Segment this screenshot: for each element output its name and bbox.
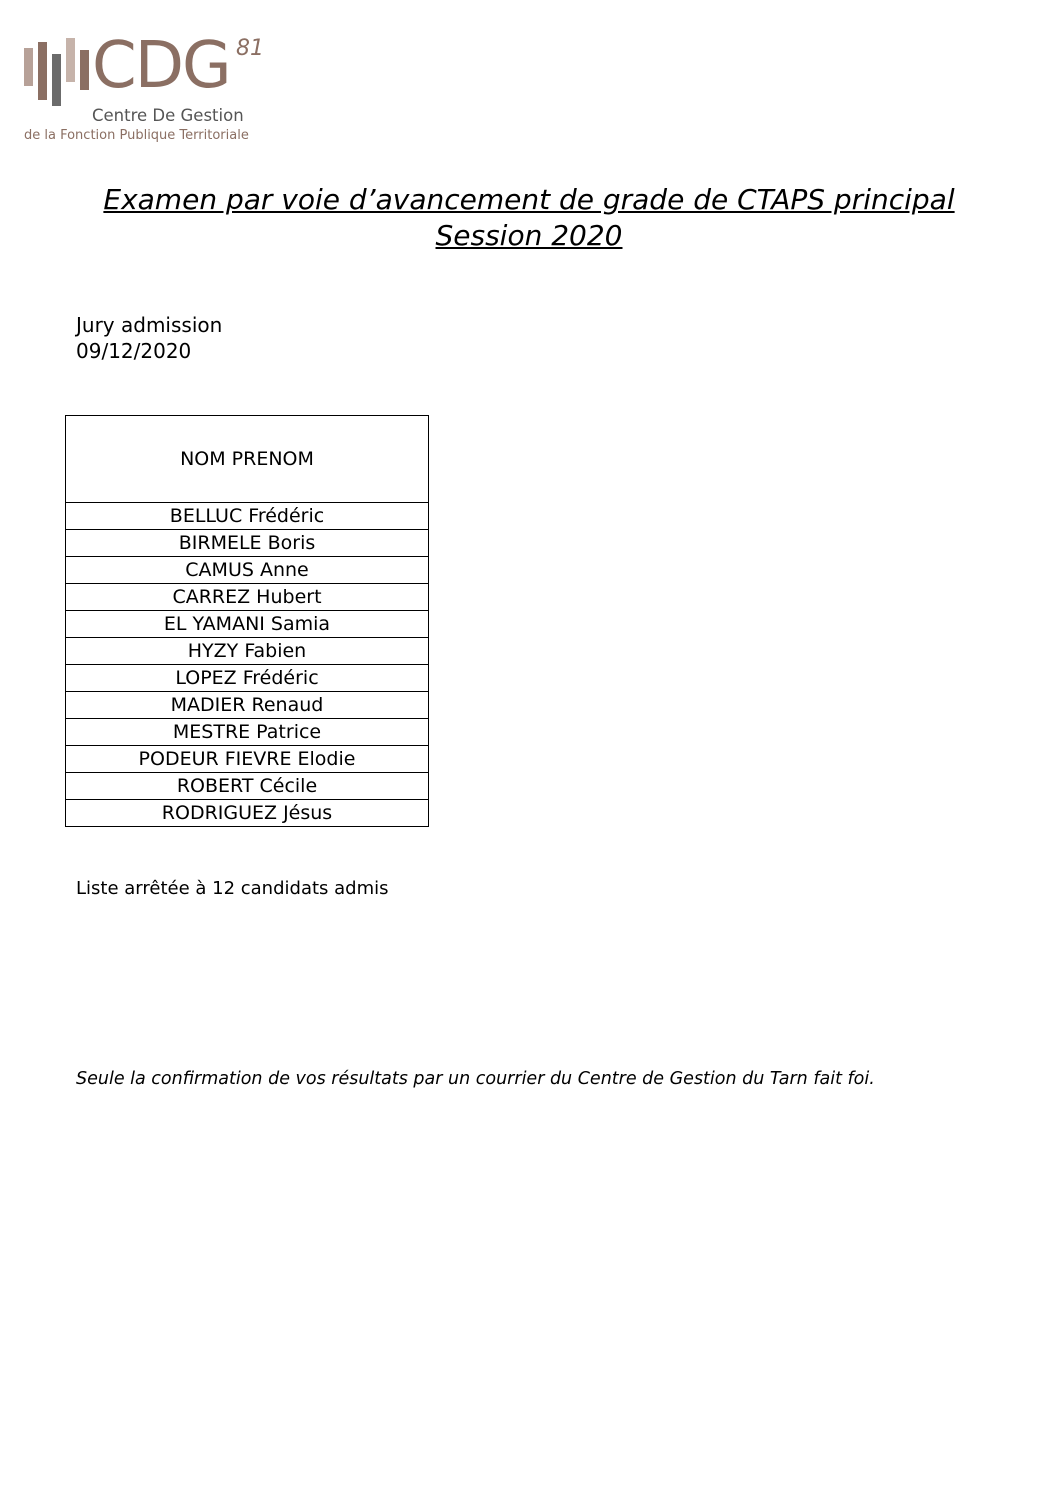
logo-line2: de la Fonction Publique Territoriale — [24, 128, 249, 143]
table-row — [66, 557, 429, 584]
logo-number: 81 — [236, 36, 264, 61]
summary-text: Liste arrêtée à 12 candidats admis — [76, 878, 389, 899]
logo-brand: CDG — [92, 29, 230, 103]
table-row — [66, 638, 429, 665]
title-line2: Session 2020 — [435, 219, 623, 252]
document-title — [0, 182, 1058, 254]
table-row — [66, 665, 429, 692]
jury-info — [76, 312, 222, 364]
title-line1: Examen par voie d’avancement de grade de CTAPS principal — [103, 183, 955, 216]
table-row — [66, 692, 429, 719]
candidate-name: HYZY Fabien — [66, 638, 429, 665]
table-row — [66, 530, 429, 557]
candidate-name: BELLUC Frédéric — [66, 503, 429, 530]
admitted-candidates-table — [65, 415, 429, 827]
table-header: NOM PRENOM — [66, 416, 429, 503]
table-row — [66, 773, 429, 800]
logo-line1: Centre De Gestion — [92, 106, 244, 125]
table-row — [66, 719, 429, 746]
table-row — [66, 611, 429, 638]
candidate-name: MESTRE Patrice — [66, 719, 429, 746]
footer-disclaimer: Seule la confirmation de vos résultats par un courrier du Centre de Gestion du Tarn fait foi. — [76, 1069, 875, 1089]
logo-bars-icon — [22, 34, 92, 106]
candidate-name: EL YAMANI Samia — [66, 611, 429, 638]
candidate-name: BIRMELE Boris — [66, 530, 429, 557]
jury-date: 09/12/2020 — [76, 339, 192, 363]
candidate-name: MADIER Renaud — [66, 692, 429, 719]
cdg81-logo — [22, 29, 272, 146]
candidate-name: PODEUR FIEVRE Elodie — [66, 746, 429, 773]
candidate-name: LOPEZ Frédéric — [66, 665, 429, 692]
table-row — [66, 800, 429, 827]
candidate-name: ROBERT Cécile — [66, 773, 429, 800]
table-row — [66, 503, 429, 530]
candidate-name: CARREZ Hubert — [66, 584, 429, 611]
jury-label: Jury admission — [76, 313, 223, 337]
candidate-name: RODRIGUEZ Jésus — [66, 800, 429, 827]
candidate-name: CAMUS Anne — [66, 557, 429, 584]
table-row — [66, 746, 429, 773]
table-row — [66, 584, 429, 611]
